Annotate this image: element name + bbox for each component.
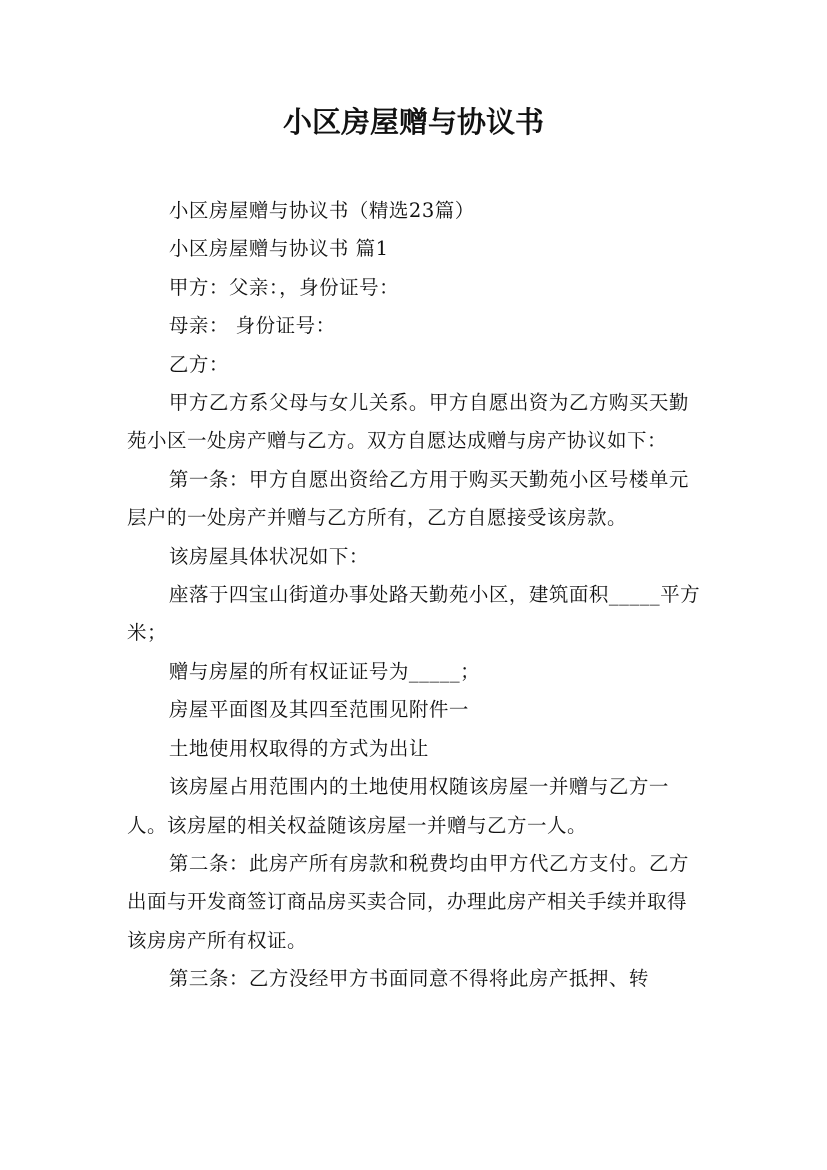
paragraph-property-status: 该房屋具体状况如下： — [168, 544, 369, 568]
paragraph-floor-plan: 房屋平面图及其四至范围见附件一 — [168, 698, 469, 722]
paragraph-land-use: 土地使用权取得的方式为出让 — [168, 736, 429, 760]
paragraph-article-2: 第二条：此房产所有房款和税费均由甲方代乙方支付。乙方出面与开发商签订商品房买卖合同，办理此房产相关手续并取得该房房产所有权证。 — [127, 851, 689, 952]
paragraph-article-3: 第三条：乙方没经甲方书面同意不得将此房产抵押、转 — [168, 967, 649, 991]
paragraph-article-1: 第一条：甲方自愿出资给乙方用于购买天勤苑小区号楼单元层户的一处房产并赠与乙方所有，乙方自愿接受该房款。 — [127, 467, 689, 530]
paragraph-land-rights: 该房屋占用范围内的土地使用权随该房屋一并赠与乙方一人。该房屋的相关权益随该房屋一并赠与乙方一人。 — [127, 775, 669, 837]
document-body — [127, 192, 705, 999]
paragraph-party-b: 乙方： — [168, 352, 229, 376]
paragraph-mother: 母亲： 身份证号： — [168, 314, 336, 338]
paragraph-location: 座落于四宝山街道办事处路天勤苑小区，建筑面积_____平方米； — [127, 583, 701, 645]
paragraph-certificate: 赠与房屋的所有权证证号为_____； — [168, 659, 481, 683]
paragraph-heading-part-1: 小区房屋赠与协议书 篇1 — [168, 237, 389, 261]
paragraph-heading-collection: 小区房屋赠与协议书（精选23篇） — [168, 199, 475, 222]
paragraph-party-a: 甲方：父亲：，身份证号： — [168, 275, 400, 299]
paragraph-relationship: 甲方乙方系父母与女儿关系。甲方自愿出资为乙方购买天勤苑小区一处房产赠与乙方。双方自愿达成赠与房产协议如下： — [127, 391, 689, 453]
document-title: 小区房屋赠与协议书 — [282, 105, 544, 139]
